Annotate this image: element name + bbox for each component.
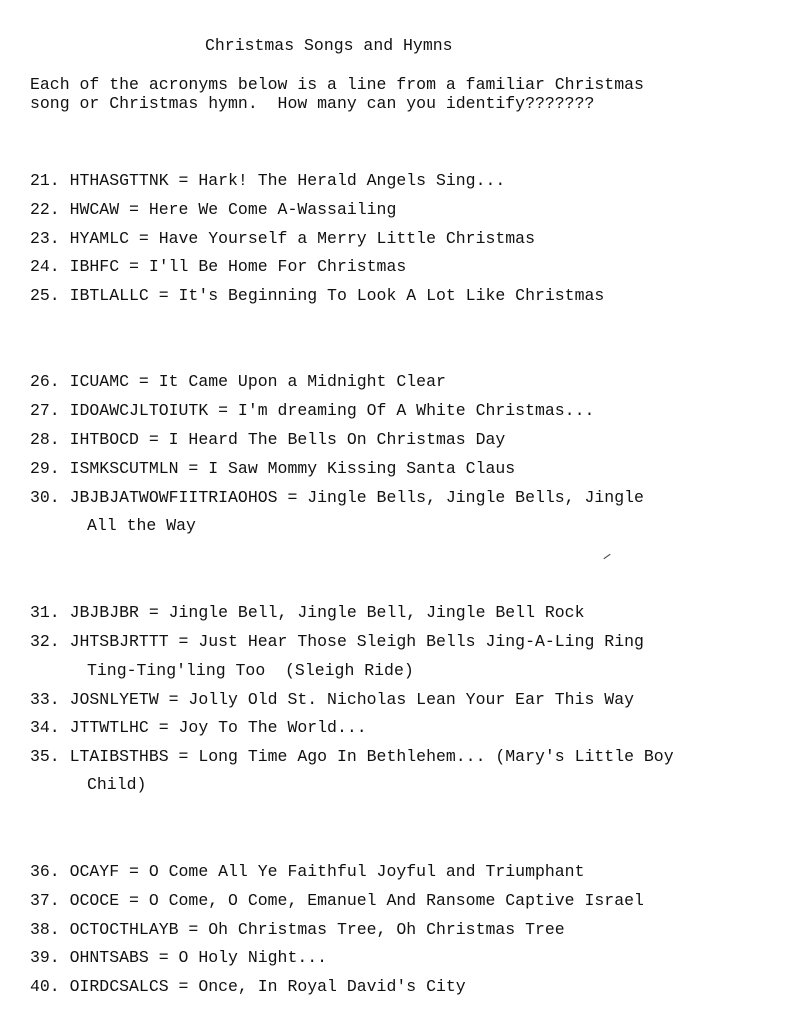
list-item: 36. OCAYF = O Come All Ye Faithful Joyful and Triumphant [30, 862, 585, 881]
list-item: 33. JOSNLYETW = Jolly Old St. Nicholas Lean Your Ear This Way [30, 690, 634, 709]
list-item: 32. JHTSBJRTTT = Just Hear Those Sleigh Bells Jing-A-Ling Ring [30, 632, 644, 651]
list-item: 22. HWCAW = Here We Come A-Wassailing [30, 200, 397, 219]
list-item-continuation: Ting-Ting'ling Too (Sleigh Ride) [87, 661, 414, 680]
list-item: 23. HYAMLC = Have Yourself a Merry Little Christmas [30, 229, 535, 248]
list-item: 28. IHTBOCD = I Heard The Bells On Christmas Day [30, 430, 506, 449]
list-item: 39. OHNTSABS = O Holy Night... [30, 948, 328, 967]
list-item: 21. HTHASGTTNK = Hark! The Herald Angels Sing... [30, 171, 506, 190]
list-item: 24. IBHFC = I'll Be Home For Christmas [30, 257, 407, 276]
list-item: 26. ICUAMC = It Came Upon a Midnight Clear [30, 372, 446, 391]
list-item: 35. LTAIBSTHBS = Long Time Ago In Bethlehem... (Mary's Little Boy [30, 747, 674, 766]
list-item: 40. OIRDCSALCS = Once, In Royal David's City [30, 977, 466, 996]
list-item: 30. JBJBJATWOWFIITRIAOHOS = Jingle Bells, Jingle Bells, Jingle [30, 488, 644, 507]
list-item: 38. OCTOCTHLAYB = Oh Christmas Tree, Oh Christmas Tree [30, 920, 565, 939]
intro-paragraph [30, 75, 644, 113]
list-item-continuation: All the Way [87, 516, 196, 535]
stray-mark [603, 554, 610, 559]
list-item: 27. IDOAWCJLTOIUTK = I'm dreaming Of A White Christmas... [30, 401, 595, 420]
list-item: 31. JBJBJBR = Jingle Bell, Jingle Bell, Jingle Bell Rock [30, 603, 585, 622]
list-item: 37. OCOCE = O Come, O Come, Emanuel And Ransome Captive Israel [30, 891, 644, 910]
page-title: Christmas Songs and Hymns [205, 36, 453, 55]
list-item-continuation: Child) [87, 775, 147, 794]
list-item: 25. IBTLALLC = It's Beginning To Look A Lot Like Christmas [30, 286, 605, 305]
list-item: 29. ISMKSCUTMLN = I Saw Mommy Kissing Santa Claus [30, 459, 516, 478]
intro-line: Each of the acronyms below is a line from a familiar Christmas [30, 75, 644, 94]
list-item: 34. JTTWTLHC = Joy To The World... [30, 718, 367, 737]
intro-line: song or Christmas hymn. How many can you identify??????? [30, 94, 595, 113]
